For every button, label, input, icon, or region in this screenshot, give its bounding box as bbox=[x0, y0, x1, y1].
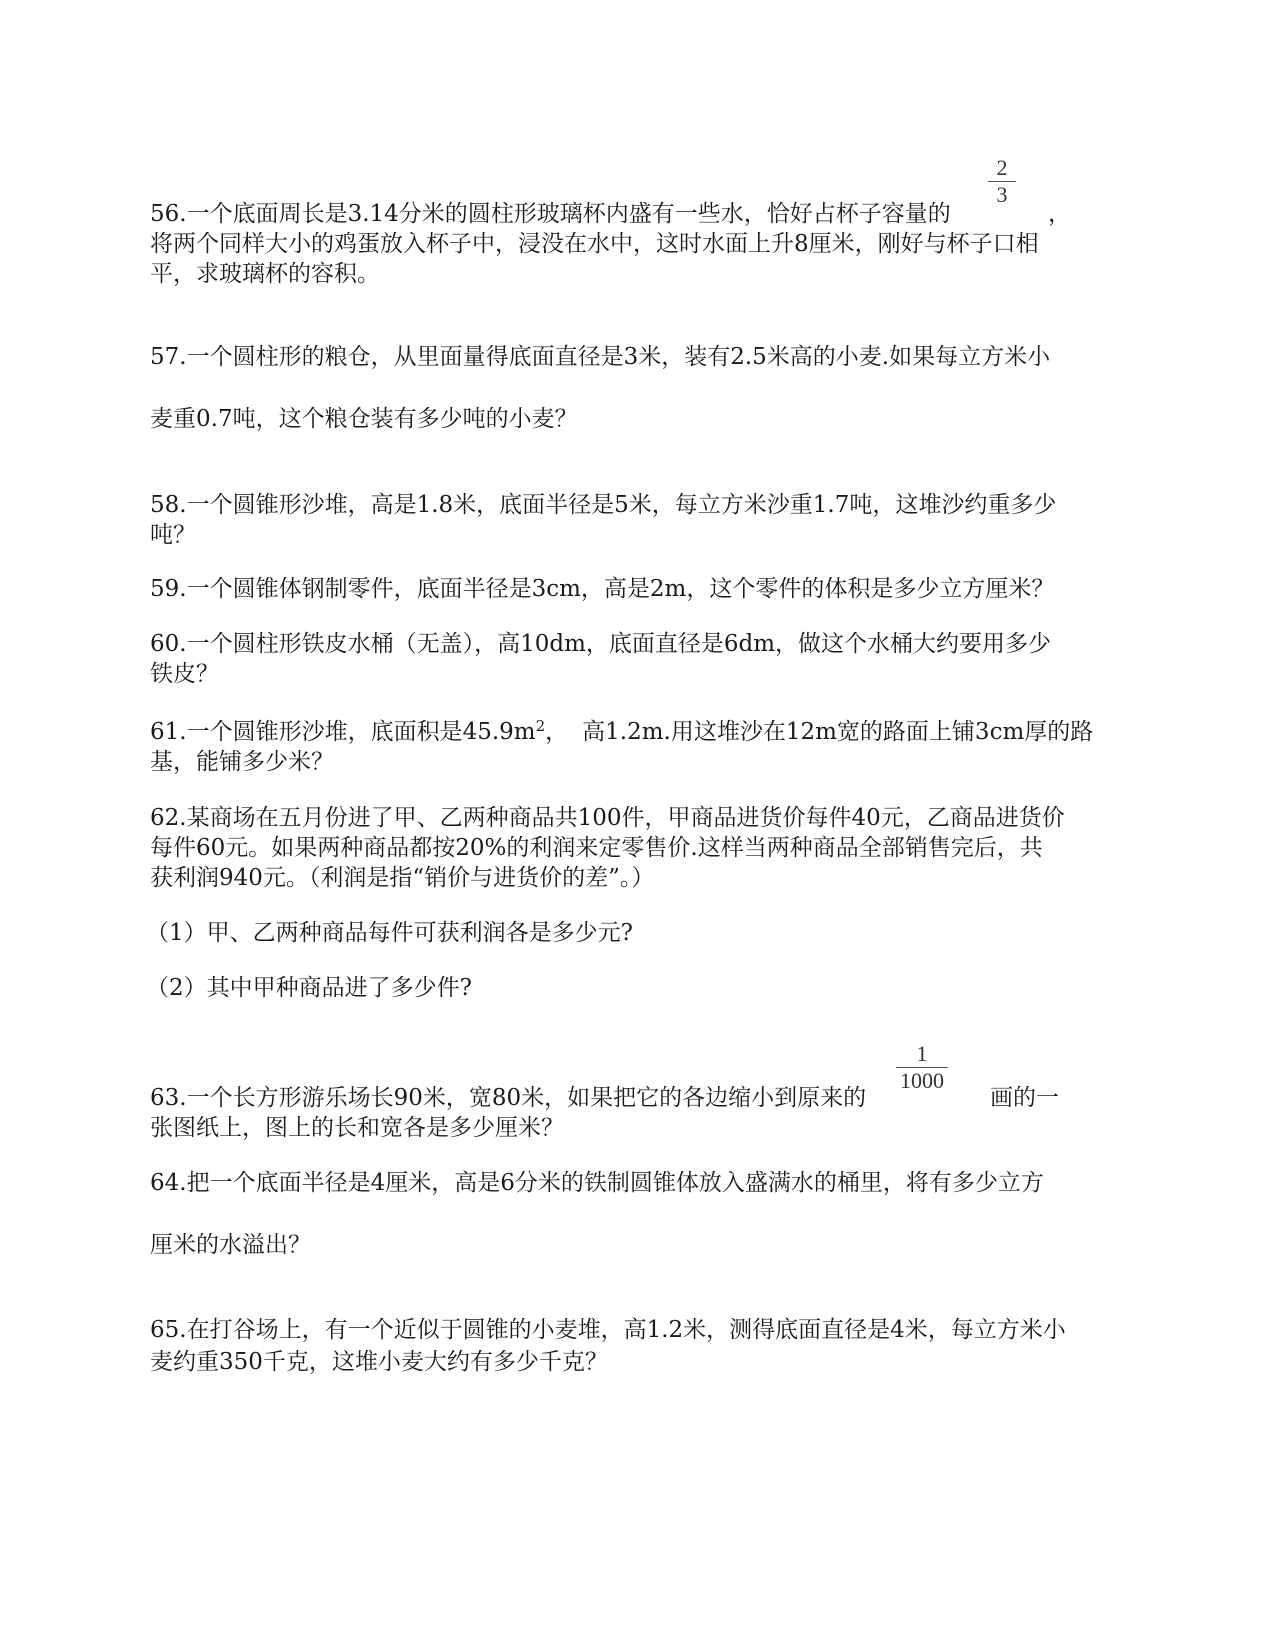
question-63-line-2: 张图纸上，图上的长和宽各是多少厘米？ bbox=[150, 1115, 564, 1141]
question-61-text-c: 高1.2m.用这堆沙在12m宽的路面上铺3cm厚的路 bbox=[582, 719, 1094, 745]
question-62-line-1: 62.某商场在五月份进了甲、乙两种商品共100件，甲商品进货价每件40元，乙商品进货价 bbox=[150, 805, 1065, 831]
question-62-subquestion-2: （2）其中甲种商品进了多少件? bbox=[146, 975, 472, 1001]
question-65-line-2: 麦约重350千克，这堆小麦大约有多少千克？ bbox=[150, 1349, 608, 1375]
question-63-text-end: 画的一 bbox=[990, 1085, 1059, 1111]
question-56-text: 56.一个底面周长是3.14分米的圆柱形玻璃杯内盛有一些水，恰好占杯子容量的 bbox=[150, 201, 951, 227]
fraction-one-thousandth bbox=[896, 1042, 948, 1093]
question-63-line-1 bbox=[150, 1082, 866, 1114]
question-56-line-1-end bbox=[1048, 198, 1071, 230]
question-64-line-1: 64.把一个底面半径是4厘米，高是6分米的铁制圆锥体放入盛满水的桶里，将有多少立方 bbox=[150, 1170, 1044, 1196]
question-61-line-1 bbox=[150, 716, 1093, 748]
fraction-numerator: 1 bbox=[916, 1041, 928, 1066]
question-62-line-3: 获利润940元。（利润是指“销价与进货价的差”。） bbox=[150, 865, 655, 891]
question-62-subquestion-1: （1）甲、乙两种商品每件可获利润各是多少元? bbox=[146, 920, 633, 946]
question-62-line-2: 每件60元。如果两种商品都按20%的利润来定零售价.这样当两种商品全部销售完后，共 bbox=[150, 835, 1043, 861]
question-56-line-2: 将两个同样大小的鸡蛋放入杯子中，浸没在水中，这时水面上升8厘米，刚好与杯子口相 bbox=[150, 231, 1039, 257]
question-57-line-2: 麦重0.7吨，这个粮仓装有多少吨的小麦？ bbox=[150, 406, 578, 432]
question-63-text: 63.一个长方形游乐场长90米，宽80米，如果把它的各边缩小到原来的 bbox=[150, 1085, 867, 1111]
question-56-line-3: 平，求玻璃杯的容积。 bbox=[150, 261, 380, 287]
question-57-line-1: 57.一个圆柱形的粮仓，从里面量得底面直径是3米，装有2.5米高的小麦.如果每立方米小 bbox=[150, 344, 1051, 370]
question-56-comma: ， bbox=[1048, 201, 1071, 227]
question-60-line-2: 铁皮？ bbox=[150, 661, 219, 687]
question-61-line-2: 基，能铺多少米？ bbox=[150, 749, 334, 775]
superscript-two: 2 bbox=[535, 717, 546, 735]
fraction-two-thirds bbox=[988, 156, 1016, 207]
question-63-line-1-end bbox=[990, 1082, 1059, 1114]
question-59-line-1: 59.一个圆锥体钢制零件，底面半径是3cm，高是2m，这个零件的体积是多少立方厘米？ bbox=[150, 576, 1055, 602]
question-58-line-1: 58.一个圆锥形沙堆，高是1.8米，底面半径是5米，每立方米沙重1.7吨，这堆沙约重多少 bbox=[150, 492, 1057, 518]
question-61-text-a: 61.一个圆锥形沙堆，底面积是45.9m bbox=[150, 719, 536, 745]
fraction-denominator: 1000 bbox=[900, 1068, 944, 1093]
question-61-comma: ， bbox=[545, 719, 569, 745]
question-58-line-2: 吨？ bbox=[150, 522, 196, 548]
question-64-line-2: 厘米的水溢出？ bbox=[150, 1232, 311, 1258]
fraction-numerator: 2 bbox=[996, 155, 1008, 180]
question-60-line-1: 60.一个圆柱形铁皮水桶（无盖），高10dm，底面直径是6dm，做这个水桶大约要用多少 bbox=[150, 631, 1052, 657]
question-56-line-1 bbox=[150, 198, 951, 230]
fraction-denominator: 3 bbox=[996, 182, 1008, 207]
question-65-line-1: 65.在打谷场上，有一个近似于圆锥的小麦堆，高1.2米，测得底面直径是4米，每立方米小 bbox=[150, 1317, 1066, 1343]
